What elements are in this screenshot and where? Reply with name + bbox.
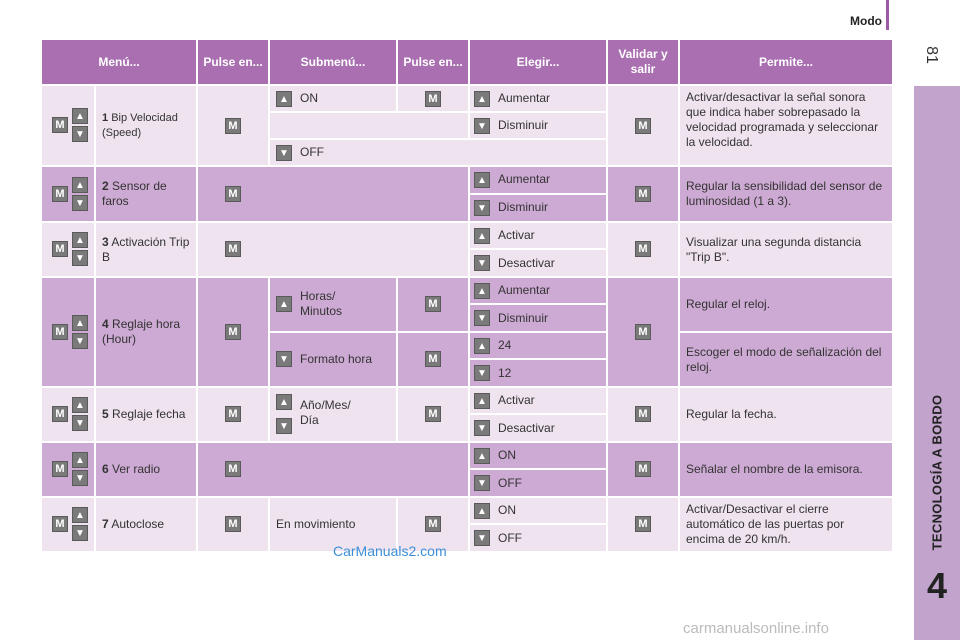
down-arrow-icon: ▼ xyxy=(474,530,490,546)
down-arrow-icon: ▼ xyxy=(474,255,490,271)
row1-allows: Activar/desactivar la señal sonora que indica haber sobrepasado la velocidad programada y seleccionar la velocidad. xyxy=(680,86,892,165)
m-button-icon: M xyxy=(635,118,651,134)
row5-allows: Regular la fecha. xyxy=(680,388,892,441)
row7-choice-1 xyxy=(470,498,606,523)
m-button-icon: M xyxy=(425,351,441,367)
m-button-icon: M xyxy=(52,186,68,202)
header-validate: Validar y salir xyxy=(608,40,678,84)
row5-menu-label: Reglaje fecha xyxy=(112,407,186,421)
chapter-number: 4 xyxy=(926,565,948,606)
row2-choice-1-label: Aumentar xyxy=(498,172,551,186)
row4-sub-2: Formato hora xyxy=(300,352,373,366)
m-button-icon: M xyxy=(52,406,68,422)
row5-sub: Año/Mes/ Día xyxy=(300,398,351,427)
row7-menu-label: Autoclose xyxy=(111,517,165,531)
m-button-icon: M xyxy=(225,186,241,202)
row5-choice-2 xyxy=(470,415,606,441)
down-arrow-icon: ▼ xyxy=(276,145,292,161)
row7-pulse-cell xyxy=(198,498,268,551)
row4-choice-4-label: 12 xyxy=(498,366,512,380)
header-allows: Permite... xyxy=(680,40,892,84)
chapter-title: TECNOLOGÍA A BORDO xyxy=(929,394,945,551)
m-button-icon: M xyxy=(225,461,241,477)
up-arrow-icon: ▲ xyxy=(72,232,88,248)
row1-choice-1-label: Aumentar xyxy=(498,91,551,105)
down-arrow-icon: ▼ xyxy=(72,525,88,541)
row3-choice-2-label: Desactivar xyxy=(498,256,555,270)
row7-num: 7 xyxy=(102,517,109,531)
row4-icons-cell xyxy=(42,278,94,386)
row1-sub-on-pulse xyxy=(398,86,468,111)
row1-sub-on-cell xyxy=(270,86,396,111)
m-button-icon: M xyxy=(425,91,441,107)
row5-icons-cell xyxy=(42,388,94,441)
row7-choice-1-label: ON xyxy=(498,503,516,517)
m-button-icon: M xyxy=(52,241,68,257)
m-button-icon: M xyxy=(225,118,241,134)
row6-menu-cell xyxy=(96,443,196,496)
row3-allows: Visualizar una segunda distancia "Trip B". xyxy=(680,223,892,276)
row4-choice-3 xyxy=(470,333,606,358)
row4-allows-1: Regular el reloj. xyxy=(680,278,892,331)
up-arrow-icon: ▲ xyxy=(72,315,88,331)
down-arrow-icon: ▼ xyxy=(72,470,88,486)
row4-choice-1 xyxy=(470,278,606,303)
row3-choice-1 xyxy=(470,223,606,248)
row4-sub-2-pulse xyxy=(398,333,468,386)
header-pulse-2: Pulse en... xyxy=(398,40,468,84)
inline-watermark: CarManuals2.com xyxy=(333,543,447,559)
row6-pulse-cell xyxy=(198,443,468,496)
row2-validate-cell xyxy=(608,167,678,221)
row6-choice-1-label: ON xyxy=(498,448,516,462)
m-button-icon: M xyxy=(52,461,68,477)
row4-choice-2-label: Disminuir xyxy=(498,311,549,325)
row3-pulse-cell xyxy=(198,223,468,276)
up-arrow-icon: ▲ xyxy=(276,91,292,107)
row3-menu-cell xyxy=(96,223,196,276)
row6-validate-cell xyxy=(608,443,678,496)
row2-choice-1 xyxy=(470,167,606,193)
row1-pulse-cell xyxy=(198,86,268,165)
row1-sub-off: OFF xyxy=(300,145,324,159)
row2-allows: Regular la sensibilidad del sensor de luminosidad (1 a 3). xyxy=(680,167,892,221)
up-arrow-icon: ▲ xyxy=(474,283,490,299)
up-arrow-icon: ▲ xyxy=(276,296,292,312)
row5-validate-cell xyxy=(608,388,678,441)
up-arrow-icon: ▲ xyxy=(474,91,490,107)
down-arrow-icon: ▼ xyxy=(474,365,490,381)
page-number: 81 xyxy=(922,46,940,64)
up-arrow-icon: ▲ xyxy=(72,177,88,193)
row4-sub-1-pulse xyxy=(398,278,468,331)
up-arrow-icon: ▲ xyxy=(72,452,88,468)
row6-choice-2 xyxy=(470,470,606,496)
row1-blank xyxy=(270,113,468,138)
row6-choice-2-label: OFF xyxy=(498,476,522,490)
row6-menu-label: Ver radio xyxy=(112,462,161,476)
down-arrow-icon: ▼ xyxy=(474,420,490,436)
up-arrow-icon: ▲ xyxy=(72,507,88,523)
row1-validate-cell xyxy=(608,86,678,165)
row6-choice-1 xyxy=(470,443,606,468)
row4-menu-cell xyxy=(96,278,196,386)
row5-choice-1-label: Activar xyxy=(498,393,535,407)
row5-sub-pulse xyxy=(398,388,468,441)
header-submenu: Submenú... xyxy=(270,40,396,84)
up-arrow-icon: ▲ xyxy=(474,228,490,244)
row5-menu-cell xyxy=(96,388,196,441)
row2-num: 2 xyxy=(102,179,109,193)
down-arrow-icon: ▼ xyxy=(474,118,490,134)
m-button-icon: M xyxy=(225,516,241,532)
row1-menu-cell xyxy=(96,86,196,165)
header-menu: Menú... xyxy=(42,40,196,84)
m-button-icon: M xyxy=(425,406,441,422)
row1-sub-off-cell xyxy=(270,140,606,165)
m-button-icon: M xyxy=(225,324,241,340)
up-arrow-icon: ▲ xyxy=(276,394,292,410)
row2-pulse-cell xyxy=(198,167,468,221)
up-arrow-icon: ▲ xyxy=(72,108,88,124)
up-arrow-icon: ▲ xyxy=(474,393,490,409)
row5-choice-2-label: Desactivar xyxy=(498,421,555,435)
row7-choice-2 xyxy=(470,525,606,551)
m-button-icon: M xyxy=(635,186,651,202)
row6-num: 6 xyxy=(102,462,109,476)
row2-icons-cell xyxy=(42,167,94,221)
row4-sub-1-cell xyxy=(270,278,396,331)
down-arrow-icon: ▼ xyxy=(72,126,88,142)
down-arrow-icon: ▼ xyxy=(72,415,88,431)
footer-watermark: carmanualsonline.info xyxy=(683,620,829,637)
header-choose: Elegir... xyxy=(470,40,606,84)
row3-choice-1-label: Activar xyxy=(498,228,535,242)
m-button-icon: M xyxy=(225,406,241,422)
row1-icons-cell xyxy=(42,86,94,165)
row7-icons-cell xyxy=(42,498,94,551)
row7-choice-2-label: OFF xyxy=(498,531,522,545)
row7-menu-cell xyxy=(96,498,196,551)
row3-menu-label: Activación Trip B xyxy=(102,234,190,264)
down-arrow-icon: ▼ xyxy=(474,310,490,326)
row4-allows-2: Escoger el modo de señalización del reloj. xyxy=(680,333,892,386)
row3-icons-cell xyxy=(42,223,94,276)
row5-sub-cell xyxy=(270,388,396,441)
row4-choice-1-label: Aumentar xyxy=(498,283,551,297)
row5-choice-1 xyxy=(470,388,606,413)
down-arrow-icon: ▼ xyxy=(72,195,88,211)
row4-menu-label: Reglaje hora (Hour) xyxy=(102,317,181,346)
up-arrow-icon: ▲ xyxy=(474,503,490,519)
page-header-title: Modo xyxy=(850,14,882,28)
m-button-icon: M xyxy=(635,461,651,477)
row6-icons-cell xyxy=(42,443,94,496)
m-button-icon: M xyxy=(425,296,441,312)
row7-sub: En movimiento xyxy=(270,498,396,551)
row7-validate-cell xyxy=(608,498,678,551)
row3-validate-cell xyxy=(608,223,678,276)
m-button-icon: M xyxy=(52,117,68,133)
row1-choice-2 xyxy=(470,113,606,138)
up-arrow-icon: ▲ xyxy=(474,448,490,464)
row5-pulse-cell xyxy=(198,388,268,441)
row1-sub-on: ON xyxy=(300,91,318,105)
row4-choice-2 xyxy=(470,305,606,331)
row4-sub-2-cell xyxy=(270,333,396,386)
down-arrow-icon: ▼ xyxy=(276,418,292,434)
row4-num: 4 xyxy=(102,317,109,331)
m-button-icon: M xyxy=(635,516,651,532)
row1-choice-2-label: Disminuir xyxy=(498,118,549,132)
down-arrow-icon: ▼ xyxy=(474,200,490,216)
row3-choice-2 xyxy=(470,250,606,276)
m-button-icon: M xyxy=(425,516,441,532)
row2-menu-cell xyxy=(96,167,196,221)
row4-sub-1: Horas/ Minutos xyxy=(300,289,343,318)
row2-menu-label: Sensor de faros xyxy=(102,179,167,208)
row2-choice-2-label: Disminuir xyxy=(498,200,549,214)
m-button-icon: M xyxy=(635,241,651,257)
row4-validate-cell xyxy=(608,278,678,386)
m-button-icon: M xyxy=(635,406,651,422)
up-arrow-icon: ▲ xyxy=(72,397,88,413)
down-arrow-icon: ▼ xyxy=(72,333,88,349)
header-rule xyxy=(886,0,889,30)
row6-allows: Señalar el nombre de la emisora. xyxy=(680,443,892,496)
down-arrow-icon: ▼ xyxy=(276,351,292,367)
row4-choice-3-label: 24 xyxy=(498,338,512,352)
m-button-icon: M xyxy=(52,516,68,532)
row7-allows: Activar/Desactivar el cierre automático de las puertas por encima de 20 km/h. xyxy=(680,498,892,551)
row5-num: 5 xyxy=(102,407,109,421)
m-button-icon: M xyxy=(635,324,651,340)
row4-pulse-cell xyxy=(198,278,268,386)
row1-num: 1 xyxy=(102,111,109,124)
up-arrow-icon: ▲ xyxy=(474,338,490,354)
row1-menu-label: Bip Velocidad (Speed) xyxy=(102,111,178,139)
row2-choice-2 xyxy=(470,195,606,221)
m-button-icon: M xyxy=(52,324,68,340)
up-arrow-icon: ▲ xyxy=(474,172,490,188)
row3-num: 3 xyxy=(102,234,109,249)
row1-choice-1 xyxy=(470,86,606,111)
row4-choice-4 xyxy=(470,360,606,386)
down-arrow-icon: ▼ xyxy=(474,475,490,491)
down-arrow-icon: ▼ xyxy=(72,250,88,266)
m-button-icon: M xyxy=(225,241,241,257)
header-pulse-1: Pulse en... xyxy=(198,40,268,84)
